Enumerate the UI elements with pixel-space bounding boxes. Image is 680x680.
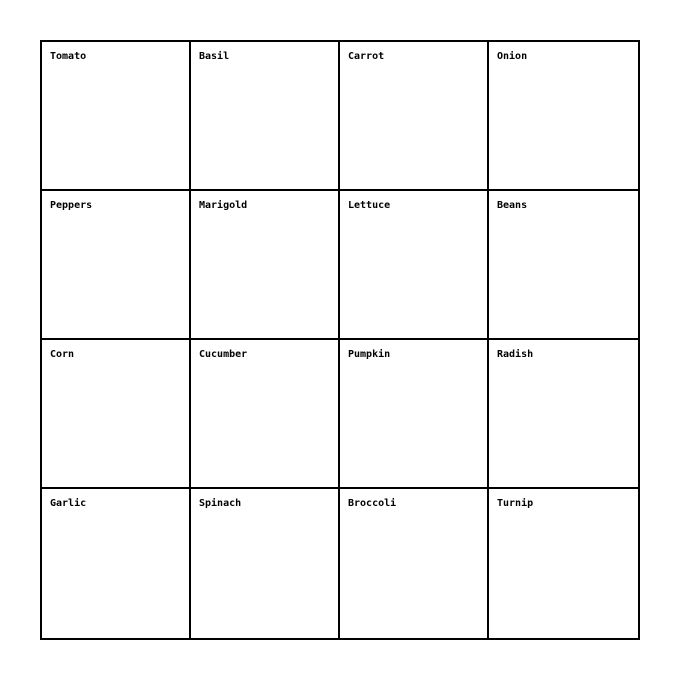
plot-label: Onion [497,51,528,62]
plot-cell [42,191,191,340]
plot-cell [489,191,638,340]
plot-label: Tomato [50,51,87,62]
plot-cell [489,340,638,489]
plot-label: Basil [199,51,230,62]
plot-label: Peppers [50,200,93,211]
plot-cell [340,489,489,638]
plot-cell [191,340,340,489]
plot-label: Cucumber [199,349,248,360]
plot-cell [191,489,340,638]
plot-cell [489,42,638,191]
plot-cell [42,42,191,191]
plot-label: Garlic [50,498,87,509]
plot-cell [340,42,489,191]
plot-label: Marigold [199,200,248,211]
plot-label: Beans [497,200,528,211]
plot-cell [42,340,191,489]
plot-label: Broccoli [348,498,397,509]
plot-label: Carrot [348,51,385,62]
plot-cell [191,42,340,191]
plot-label: Corn [50,349,75,360]
plot-label: Pumpkin [348,349,391,360]
plot-label: Spinach [199,498,242,509]
plot-cell [489,489,638,638]
plot-cell [340,340,489,489]
plot-label: Turnip [497,498,534,509]
plot-label: Radish [497,349,534,360]
plot-cell [340,191,489,340]
garden-grid [40,40,640,640]
plot-label: Lettuce [348,200,391,211]
plot-cell [42,489,191,638]
plot-cell [191,191,340,340]
